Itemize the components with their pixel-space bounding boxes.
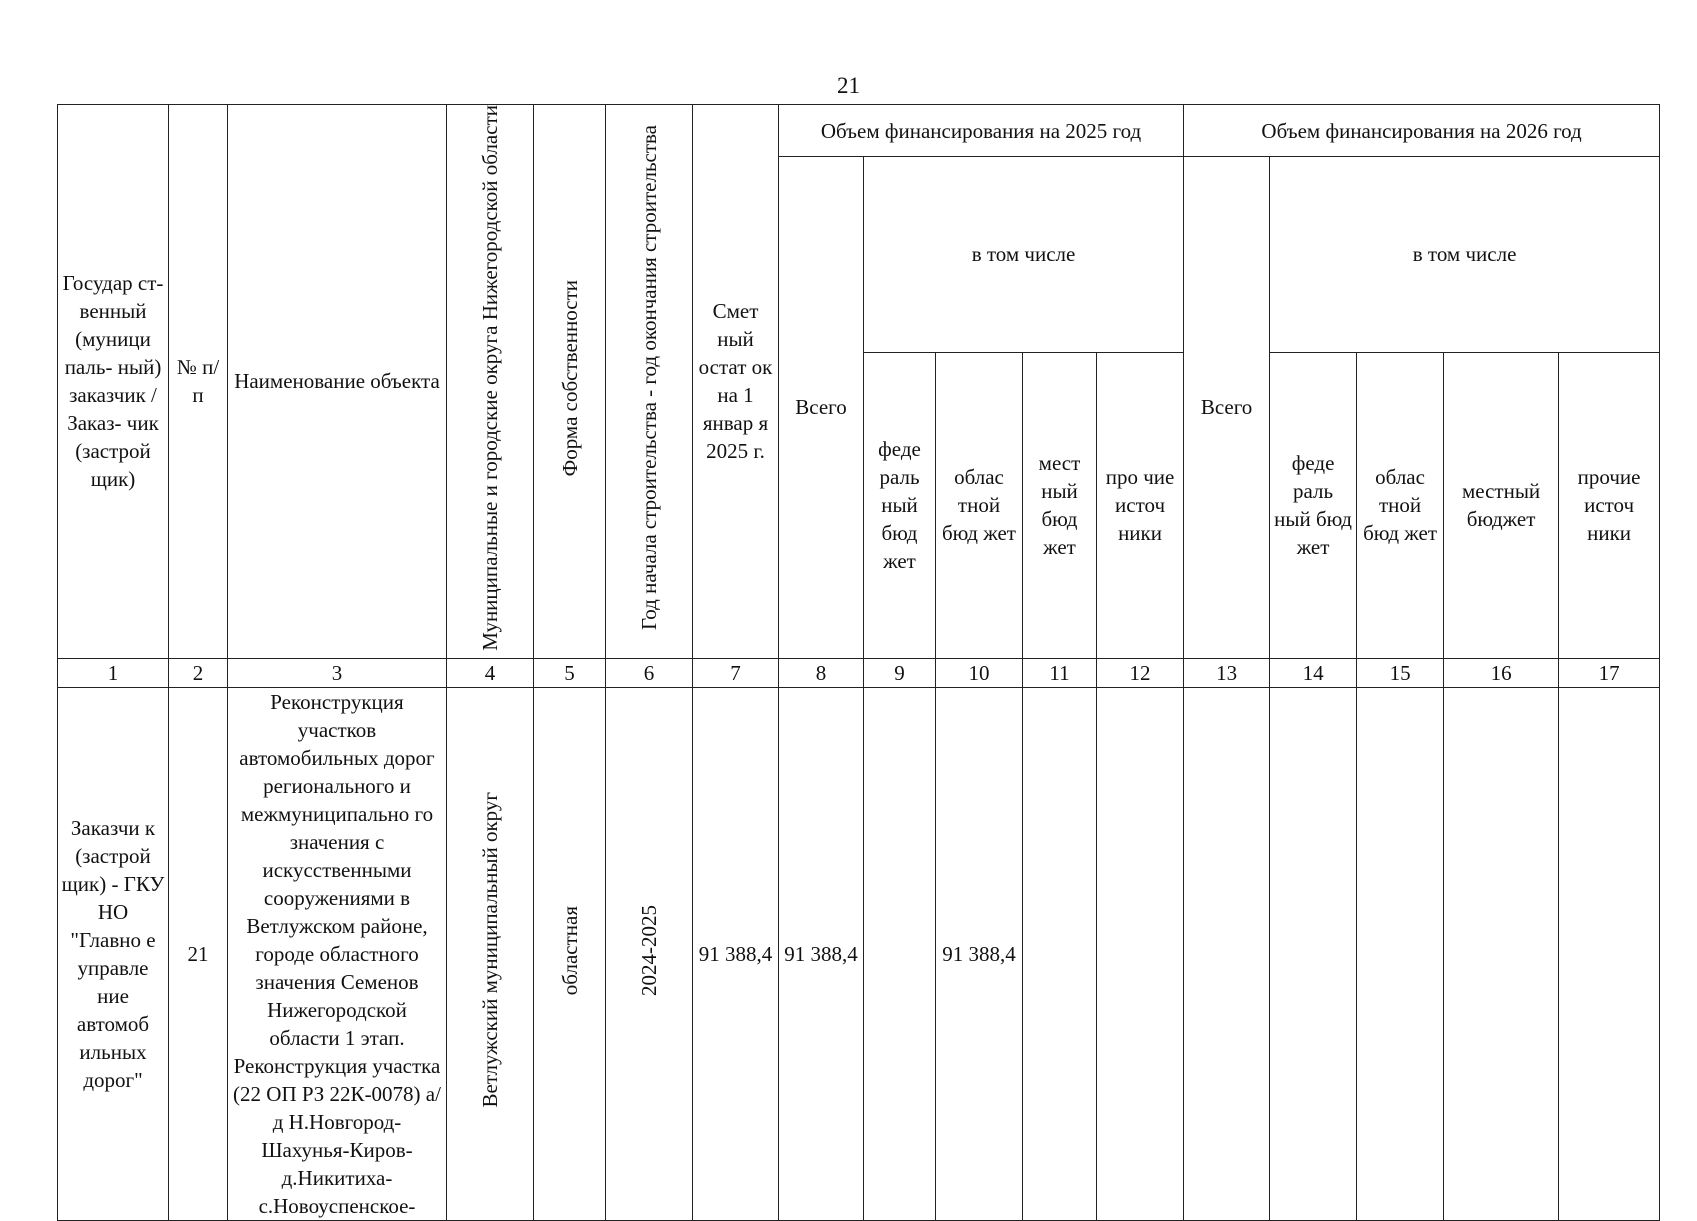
header-other-2025: про чие источ ники xyxy=(1097,352,1184,658)
column-number: 10 xyxy=(936,658,1023,687)
column-number: 2 xyxy=(169,658,228,687)
row-customer: Заказчи к (застрой щик) - ГКУ НО "Главно е управле ние автомоб ильных дорог" xyxy=(58,687,169,1220)
header-local-2025: мест ный бюд жет xyxy=(1023,352,1097,658)
header-total-2025: Всего xyxy=(779,157,864,659)
header-estimated-balance: Смет ный остат ок на 1 январ я 2025 г. xyxy=(693,105,779,659)
header-including-2025: в том числе xyxy=(864,157,1184,353)
row-municipal-district: Ветлужский муниципальный округ xyxy=(447,687,534,1220)
header-regional-2026: облас тной бюд жет xyxy=(1357,352,1444,658)
page-number: 21 xyxy=(837,73,860,98)
column-number: 7 xyxy=(693,658,779,687)
column-number: 9 xyxy=(864,658,936,687)
header-regional-2025: облас тной бюд жет xyxy=(936,352,1023,658)
column-number: 13 xyxy=(1184,658,1270,687)
column-number: 11 xyxy=(1023,658,1097,687)
header-financing-2026: Объем финансирования на 2026 год xyxy=(1184,105,1660,157)
financing-table xyxy=(57,104,1660,1221)
column-number: 6 xyxy=(606,658,693,687)
row-local-2025 xyxy=(1023,687,1097,1220)
header-including-2026: в том числе xyxy=(1270,157,1660,353)
column-number: 3 xyxy=(228,658,447,687)
header-municipal-district: Муниципальные и городские округа Нижегородской области xyxy=(447,105,534,659)
row-regional-2026 xyxy=(1357,687,1444,1220)
column-number: 14 xyxy=(1270,658,1357,687)
row-local-2026 xyxy=(1444,687,1559,1220)
header-local-2026: местный бюджет xyxy=(1444,352,1559,658)
row-federal-2026 xyxy=(1270,687,1357,1220)
row-num: 21 xyxy=(169,687,228,1220)
column-number: 12 xyxy=(1097,658,1184,687)
header-federal-2026: феде раль ный бюд жет xyxy=(1270,352,1357,658)
row-object-name: Реконструкция участков автомобильных дорог регионального и межмуниципально го значения с искусственными сооружениями в Ветлужском районе, городе областного значения Семенов Нижегородской области 1 этап. Реконструкция участка (22 ОП РЗ 22К-0078) а/д Н.Новгород- Шахунья-Киров- д.Никитиха- с.Новоуспенское- xyxy=(228,687,447,1220)
header-num: № п/п xyxy=(169,105,228,659)
row-estimated-balance: 91 388,4 xyxy=(693,687,779,1220)
header-federal-2025: феде раль ный бюд жет xyxy=(864,352,936,658)
column-number: 4 xyxy=(447,658,534,687)
header-total-2026: Всего xyxy=(1184,157,1270,659)
column-number: 8 xyxy=(779,658,864,687)
header-years: Год начала строительства - год окончания строительства xyxy=(606,105,693,659)
column-number: 5 xyxy=(534,658,606,687)
row-total-2025: 91 388,4 xyxy=(779,687,864,1220)
column-number: 17 xyxy=(1559,658,1660,687)
header-other-2026: прочие источ ники xyxy=(1559,352,1660,658)
row-ownership: областная xyxy=(534,687,606,1220)
column-number: 15 xyxy=(1357,658,1444,687)
row-federal-2025 xyxy=(864,687,936,1220)
header-object-name: Наименование объекта xyxy=(228,105,447,659)
header-ownership: Форма собственности xyxy=(534,105,606,659)
row-years: 2024-2025 xyxy=(606,687,693,1220)
column-number: 16 xyxy=(1444,658,1559,687)
row-total-2026 xyxy=(1184,687,1270,1220)
row-other-2025 xyxy=(1097,687,1184,1220)
column-number: 1 xyxy=(58,658,169,687)
row-other-2026 xyxy=(1559,687,1660,1220)
header-financing-2025: Объем финансирования на 2025 год xyxy=(779,105,1184,157)
header-customer: Государ ст- венный (муници паль- ный) заказчик / Заказ- чик (застрой щик) xyxy=(58,105,169,659)
row-regional-2025: 91 388,4 xyxy=(936,687,1023,1220)
